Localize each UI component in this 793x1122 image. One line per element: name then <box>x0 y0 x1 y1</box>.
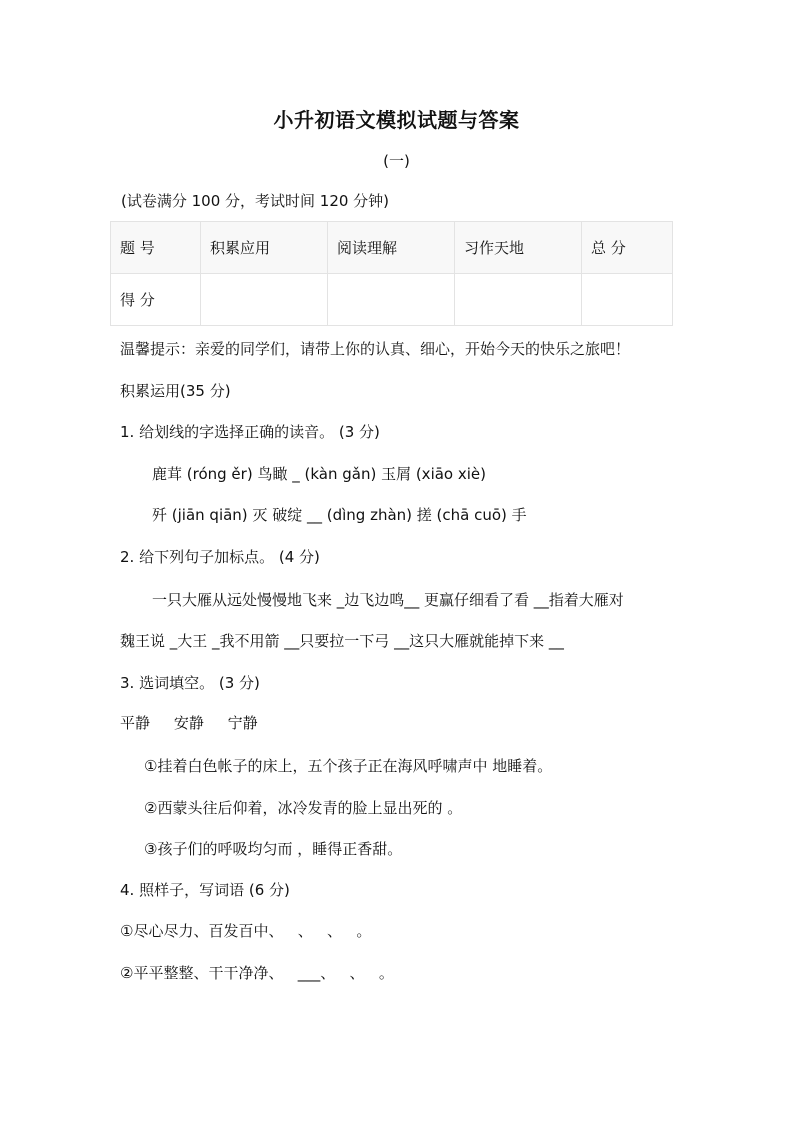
question-3-sentence-1: ①挂着白色帐子的床上，五个孩子正在海风呼啸声中 地睡着。 <box>144 757 553 775</box>
table-header-cell: 阅读理解 <box>328 222 455 274</box>
question-3-options: 平静 安静 宁静 <box>120 714 258 732</box>
page-title: 小升初语文模拟试题与答案 <box>273 108 520 132</box>
score-cell <box>455 274 582 326</box>
question-4-item-2: ②平平整整、干干净净、 ___、 、 。 <box>120 964 394 982</box>
table-header-cell: 积累应用 <box>201 222 328 274</box>
table-header-cell: 总 分 <box>582 222 673 274</box>
question-3-sentence-2: ②西蒙头往后仰着，冰冷发青的脸上显出死的 。 <box>144 799 463 817</box>
question-1-line-1: 鹿茸 (róng ěr) 鸟瞰 _ (kàn gǎn) 玉屑 (xiāo xiè) <box>152 465 486 483</box>
question-2-line-2: 魏王说 _大王 _我不用箭 __只要拉一下弓 __这只大雁就能掉下来 __ <box>120 632 564 650</box>
score-table-row <box>111 274 673 326</box>
score-table <box>110 221 673 326</box>
table-row-label: 得 分 <box>111 274 201 326</box>
question-4-item-1: ①尽心尽力、百发百中、 、 、 。 <box>120 922 372 940</box>
table-header-cell: 习作天地 <box>455 222 582 274</box>
question-3-sentence-3: ③孩子们的呼吸均匀而 ，睡得正香甜。 <box>144 840 403 858</box>
question-2-stem: 2. 给下列句子加标点。 (4 分) <box>120 548 320 566</box>
table-header-cell: 题 号 <box>111 222 201 274</box>
question-1-line-2: 歼 (jiān qiān) 灭 破绽 __ (dìng zhàn) 搓 (chā cuō) 手 <box>152 506 527 524</box>
page-subtitle: (一) <box>383 152 410 170</box>
question-4-stem: 4. 照样子，写词语 (6 分) <box>120 881 290 899</box>
question-3-stem: 3. 选词填空。 (3 分) <box>120 674 260 692</box>
exam-note: (试卷满分 100 分，考试时间 120 分钟) <box>121 192 390 210</box>
question-1-stem: 1. 给划线的字选择正确的读音。 (3 分) <box>120 423 380 441</box>
score-table-header-row <box>111 222 673 274</box>
question-2-line-1: 一只大雁从远处慢慢地飞来 _边飞边鸣__ 更赢仔细看了看 __指着大雁对 <box>152 591 624 609</box>
reminder-text: 温馨提示：亲爱的同学们，请带上你的认真、细心，开始今天的快乐之旅吧！ <box>120 340 631 358</box>
score-cell <box>582 274 673 326</box>
section-heading: 积累运用(35 分) <box>120 382 231 400</box>
score-cell <box>201 274 328 326</box>
score-cell <box>328 274 455 326</box>
